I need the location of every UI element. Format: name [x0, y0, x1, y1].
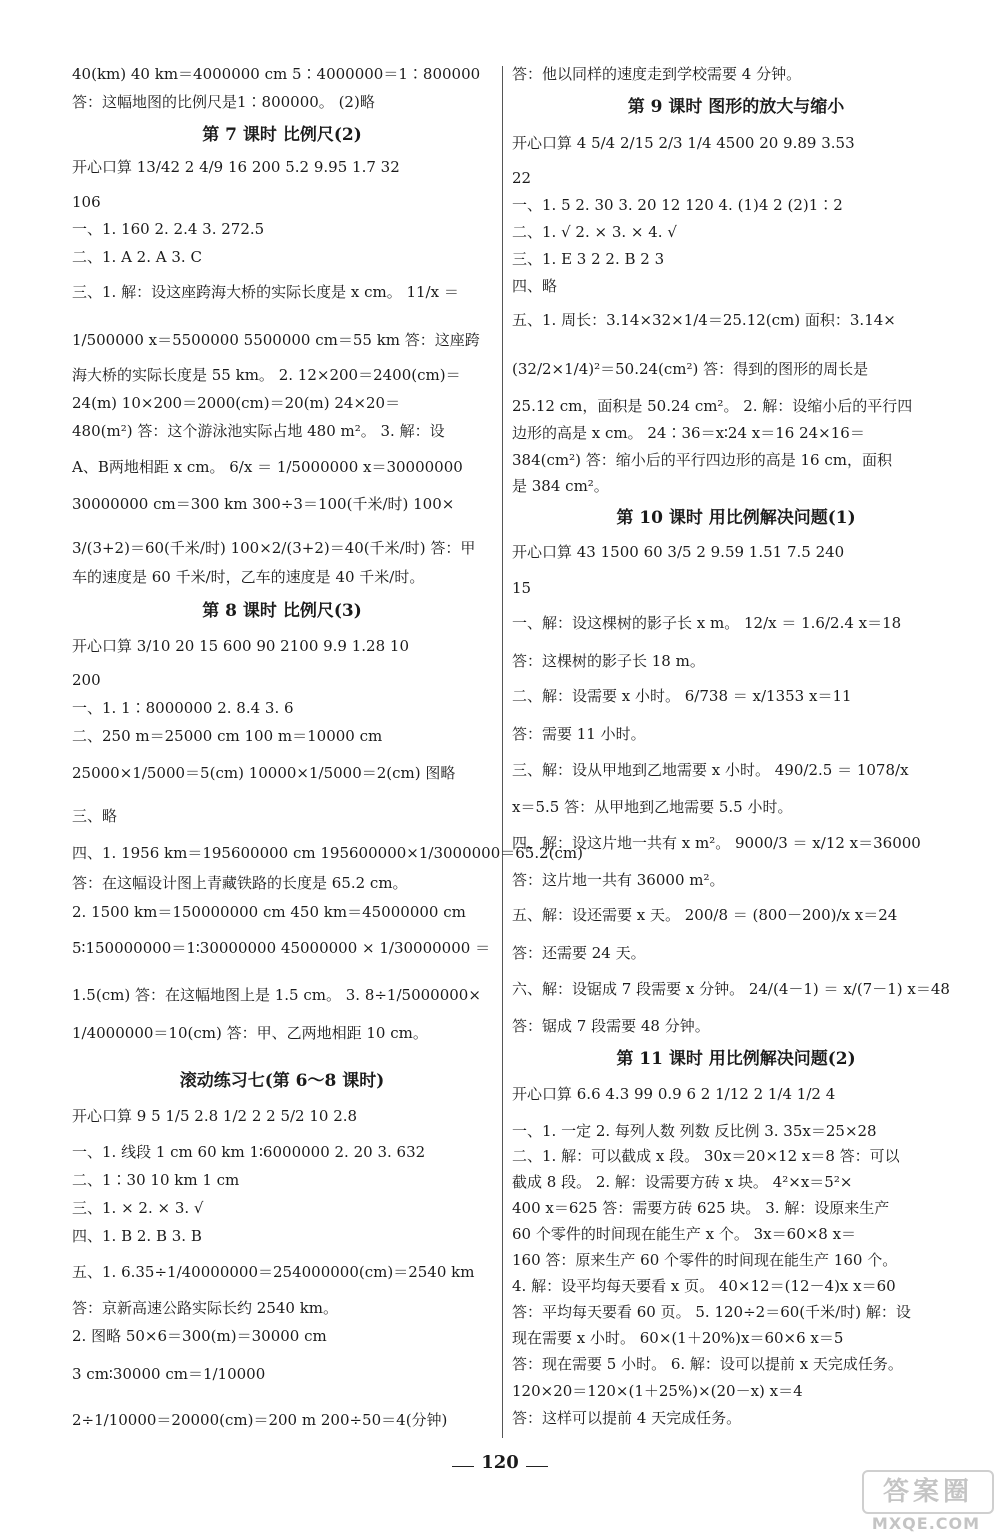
section-heading: 第 10 课时 用比例解决问题(1): [616, 508, 856, 528]
text-line: 车的速度是 60 千米/时，乙车的速度是 40 千米/时。: [72, 568, 425, 586]
text-line: 4. 解：设平均每天要看 x 页。 40×12＝(12－4)x x＝60: [512, 1277, 896, 1295]
watermark-url: MXQE.COM: [871, 1514, 981, 1533]
text-line: 1/4000000＝10(cm) 答：甲、乙两地相距 10 cm。: [72, 1024, 428, 1042]
text-line: 三、解：设从甲地到乙地需要 x 小时。 490/2.5 ＝ 1078/x: [512, 761, 909, 779]
text-line: 25.12 cm，面积是 50.24 cm²。 2. 解：设缩小后的平行四: [512, 397, 913, 415]
text-line: 现在需要 x 小时。 60×(1＋20%)x＝60×6 x＝5: [512, 1329, 844, 1347]
text-line: x＝5.5 答：从甲地到乙地需要 5.5 小时。: [512, 798, 793, 816]
text-line: 是 384 cm²。: [512, 477, 609, 495]
text-line: 160 答：原来生产 60 个零件的时间现在能生产 160 个。: [512, 1251, 898, 1269]
text-line: 四、1. B 2. B 3. B: [72, 1227, 202, 1245]
text-line: 答：这棵树的影子长 18 m。: [512, 652, 705, 670]
text-line: 120×20＝120×(1＋25%)×(20－x) x＝4: [512, 1382, 803, 1400]
text-line: 二、1∶30 10 km 1 cm: [72, 1171, 240, 1189]
text-line: 三、略: [72, 807, 118, 825]
text-line: 海大桥的实际长度是 55 km。 2. 12×200＝2400(cm)＝: [72, 366, 461, 384]
text-line: 答：还需要 24 天。: [512, 944, 646, 962]
text-line: 五、解：设还需要 x 天。 200/8 ＝ (800－200)/x x＝24: [512, 906, 898, 924]
text-line: 五、1. 周长：3.14×32×1/4＝25.12(cm) 面积：3.14×: [512, 311, 896, 329]
text-line: 2. 1500 km＝150000000 cm 450 km＝45000000 cm: [72, 903, 466, 921]
text-line: 开心口算 13/42 2 4/9 16 200 5.2 9.95 1.7 32: [72, 158, 400, 176]
text-line: 15: [512, 579, 532, 597]
text-line: 一、解：设这棵树的影子长 x m。 12/x ＝ 1.6/2.4 x＝18: [512, 614, 902, 632]
page-number: 120: [481, 1452, 519, 1473]
text-line: 答：在这幅设计图上青藏铁路的长度是 65.2 cm。: [72, 874, 408, 892]
text-line: 5∶150000000＝1∶30000000 45000000 × 1/30000000 ＝: [72, 939, 491, 957]
text-line: 开心口算 4 5/4 2/15 2/3 1/4 4500 20 9.89 3.53: [512, 134, 855, 152]
text-line: 二、1. 解：可以截成 x 段。 30x＝20×12 x＝8 答：可以: [512, 1147, 900, 1165]
text-line: 106: [72, 193, 101, 211]
text-line: 1/500000 x＝5500000 5500000 cm＝55 km 答：这座跨: [72, 331, 480, 349]
text-line: 四、1. 1956 km＝195600000 cm 195600000×1/3000000＝65.2(cm): [72, 844, 583, 862]
text-line: 答：这片地一共有 36000 m²。: [512, 871, 725, 889]
text-line: 四、解：设这片地一共有 x m²。 9000/3 ＝ x/12 x＝36000: [512, 834, 921, 852]
text-line: 二、1. A 2. A 3. C: [72, 248, 202, 266]
text-line: 答：他以同样的速度走到学校需要 4 分钟。: [512, 65, 802, 83]
text-line: 二、1. √ 2. × 3. × 4. √: [512, 223, 677, 241]
text-line: 一、1. 一定 2. 每列人数 列数 反比例 3. 35x＝25×28: [512, 1122, 877, 1140]
text-line: 30000000 cm＝300 km 300÷3＝100(千米/时) 100×: [72, 495, 455, 513]
text-line: 二、250 m＝25000 cm 100 m＝10000 cm: [72, 727, 383, 745]
text-line: 开心口算 6.6 4.3 99 0.9 6 2 1/12 2 1/4 1/2 4: [512, 1085, 836, 1103]
text-line: 400 x＝625 答：需要方砖 625 块。 3. 解：设原来生产: [512, 1199, 890, 1217]
section-heading: 第 11 课时 用比例解决问题(2): [616, 1049, 856, 1069]
section-heading: 滚动练习七(第 6～8 课时): [179, 1071, 385, 1091]
text-line: 边形的高是 x cm。 24∶36＝x∶24 x＝16 24×16＝: [512, 424, 865, 442]
text-line: (32/2×1/4)²＝50.24(cm²) 答：得到的图形的周长是: [512, 360, 869, 378]
text-line: 开心口算 9 5 1/5 2.8 1/2 2 2 5/2 10 2.8: [72, 1107, 358, 1125]
text-line: 60 个零件的时间现在能生产 x 个。 3x＝60×8 x＝: [512, 1225, 857, 1243]
text-line: 25000×1/5000＝5(cm) 10000×1/5000＝2(cm) 图略: [72, 764, 456, 782]
text-line: 一、1. 1∶8000000 2. 8.4 3. 6: [72, 699, 294, 717]
section-heading: 第 8 课时 比例尺(3): [202, 601, 362, 621]
text-line: 六、解：设锯成 7 段需要 x 分钟。 24/(4－1) ＝ x/(7－1) x＝48: [512, 980, 950, 998]
text-line: 答：这样可以提前 4 天完成任务。: [512, 1409, 742, 1427]
footer-dash-left: [452, 1466, 474, 1467]
text-line: 22: [512, 169, 532, 187]
text-line: 2. 图略 50×6＝300(m)＝30000 cm: [72, 1327, 327, 1345]
footer-dash-right: [526, 1466, 548, 1467]
column-divider: [502, 66, 503, 1438]
text-line: 200: [72, 671, 101, 689]
text-line: 开心口算 43 1500 60 3/5 2 9.59 1.51 7.5 240: [512, 543, 845, 561]
text-line: 答：平均每天要看 60 页。 5. 120÷2＝60(千米/时) 解：设: [512, 1303, 911, 1321]
text-line: 三、1. E 3 2 2. B 2 3: [512, 250, 665, 268]
text-line: 三、1. 解：设这座跨海大桥的实际长度是 x cm。 11/x ＝: [72, 283, 459, 301]
text-line: 截成 8 段。 2. 解：设需要方砖 x 块。 4²×x＝5²×: [512, 1173, 853, 1191]
text-line: 五、1. 6.35÷1/40000000＝254000000(cm)＝2540 km: [72, 1263, 475, 1281]
text-line: 答：这幅地图的比例尺是1∶800000。 (2)略: [72, 93, 375, 111]
section-heading: 第 7 课时 比例尺(2): [202, 125, 362, 145]
text-line: 40(km) 40 km＝4000000 cm 5∶4000000＝1∶800000: [72, 65, 481, 83]
text-line: 一、1. 160 2. 2.4 3. 272.5: [72, 220, 265, 238]
watermark: [862, 1470, 990, 1532]
text-line: 2÷1/10000＝20000(cm)＝200 m 200÷50＝4(分钟): [72, 1411, 448, 1429]
text-line: 答：锯成 7 段需要 48 分钟。: [512, 1017, 710, 1035]
text-line: 3 cm∶30000 cm＝1/10000: [72, 1365, 266, 1383]
text-line: 四、略: [512, 277, 558, 295]
text-line: 一、1. 5 2. 30 3. 20 12 120 4. (1)4 2 (2)1∶2: [512, 196, 843, 214]
text-line: 一、1. 线段 1 cm 60 km 1∶6000000 2. 20 3. 632: [72, 1143, 426, 1161]
text-line: 1.5(cm) 答：在这幅地图上是 1.5 cm。 3. 8÷1/5000000×: [72, 986, 481, 1004]
text-line: 开心口算 3/10 20 15 600 90 2100 9.9 1.28 10: [72, 637, 410, 655]
text-line: 答：京新高速公路实际长约 2540 km。: [72, 1299, 339, 1317]
text-line: 384(cm²) 答：缩小后的平行四边形的高是 16 cm，面积: [512, 451, 892, 469]
watermark-logo: 答案圈: [862, 1470, 994, 1514]
text-line: 三、1. × 2. × 3. √: [72, 1199, 204, 1217]
text-line: 答：现在需要 5 小时。 6. 解：设可以提前 x 天完成任务。: [512, 1355, 903, 1373]
text-line: 3/(3+2)＝60(千米/时) 100×2/(3+2)＝40(千米/时) 答：甲: [72, 539, 476, 557]
text-line: 480(m²) 答：这个游泳池实际占地 480 m²。 3. 解：设: [72, 422, 445, 440]
section-heading: 第 9 课时 图形的放大与缩小: [627, 97, 845, 117]
text-line: 二、解：设需要 x 小时。 6/738 ＝ x/1353 x＝11: [512, 687, 852, 705]
text-line: A、B两地相距 x cm。 6/x ＝ 1/5000000 x＝30000000: [72, 458, 463, 476]
text-line: 24(m) 10×200＝2000(cm)＝20(m) 24×20＝: [72, 394, 401, 412]
text-line: 答：需要 11 小时。: [512, 725, 646, 743]
